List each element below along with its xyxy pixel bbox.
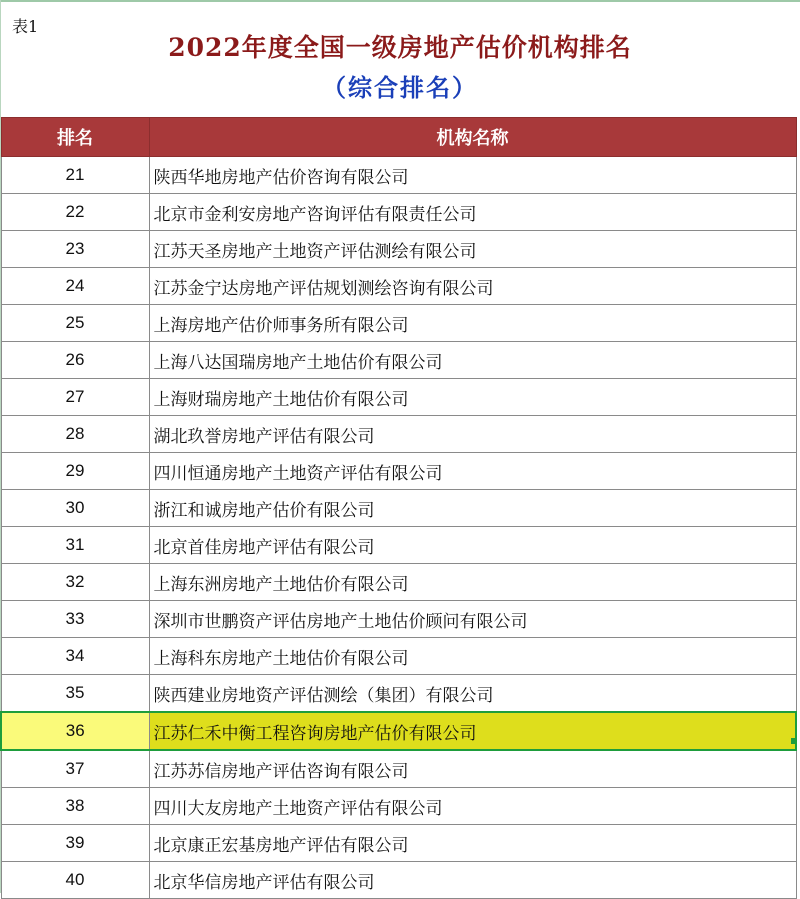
table-row [1, 788, 796, 825]
table-row [1, 305, 796, 342]
ranking-table [0, 117, 797, 899]
table-row [1, 750, 796, 788]
organization-name-cell[interactable]: 江苏仁禾中衡工程咨询房地产估价有限公司 [149, 712, 796, 750]
rank-cell[interactable]: 22 [1, 194, 149, 231]
table-row [1, 231, 796, 268]
organization-name-cell[interactable]: 北京康正宏基房地产评估有限公司 [149, 825, 796, 862]
rank-cell[interactable]: 36 [1, 712, 149, 750]
selection-fill-handle[interactable] [791, 738, 797, 744]
rank-cell[interactable]: 34 [1, 638, 149, 675]
table-row [1, 601, 796, 638]
table-row [1, 157, 796, 194]
header-block [0, 2, 800, 117]
organization-name-cell[interactable]: 北京市金利安房地产咨询评估有限责任公司 [149, 194, 796, 231]
organization-name-cell[interactable]: 上海八达国瑞房地产土地估价有限公司 [149, 342, 796, 379]
table-row [1, 825, 796, 862]
rank-cell[interactable]: 24 [1, 268, 149, 305]
table-label: 表1 [12, 17, 39, 36]
table-row [1, 490, 796, 527]
column-header-name[interactable]: 机构名称 [149, 118, 796, 157]
rank-cell[interactable]: 38 [1, 788, 149, 825]
rank-cell[interactable]: 23 [1, 231, 149, 268]
rank-cell[interactable]: 37 [1, 750, 149, 788]
organization-name-cell[interactable]: 四川大友房地产土地资产评估有限公司 [149, 788, 796, 825]
table-row [1, 527, 796, 564]
organization-name-cell[interactable]: 北京首佳房地产评估有限公司 [149, 527, 796, 564]
table-row [1, 416, 796, 453]
organization-name-cell[interactable]: 江苏天圣房地产土地资产评估测绘有限公司 [149, 231, 796, 268]
page-subtitle: （综合排名） [322, 73, 478, 102]
organization-name-cell[interactable]: 湖北玖誉房地产评估有限公司 [149, 416, 796, 453]
organization-name-cell[interactable]: 江苏苏信房地产评估咨询有限公司 [149, 750, 796, 788]
rank-cell[interactable]: 33 [1, 601, 149, 638]
organization-name-cell[interactable]: 浙江和诚房地产估价有限公司 [149, 490, 796, 527]
rank-cell[interactable]: 35 [1, 675, 149, 713]
organization-name-cell[interactable]: 陕西建业房地资产评估测绘（集团）有限公司 [149, 675, 796, 713]
rank-cell[interactable]: 26 [1, 342, 149, 379]
rank-cell[interactable]: 28 [1, 416, 149, 453]
column-header-rank[interactable]: 排名 [1, 118, 149, 157]
organization-name-cell[interactable]: 江苏金宁达房地产评估规划测绘咨询有限公司 [149, 268, 796, 305]
table-row [1, 379, 796, 416]
rank-cell[interactable]: 39 [1, 825, 149, 862]
table-row [1, 342, 796, 379]
table-row-selected [1, 712, 796, 750]
page-title: 2022年度全国一级房地产估价机构排名 [168, 33, 632, 62]
rank-cell[interactable]: 25 [1, 305, 149, 342]
rank-cell[interactable]: 21 [1, 157, 149, 194]
organization-name-cell[interactable]: 上海房地产估价师事务所有限公司 [149, 305, 796, 342]
table-row [1, 638, 796, 675]
rank-cell[interactable]: 29 [1, 453, 149, 490]
rank-cell[interactable]: 27 [1, 379, 149, 416]
rank-cell[interactable]: 40 [1, 862, 149, 899]
rank-cell[interactable]: 30 [1, 490, 149, 527]
table-row [1, 268, 796, 305]
table-header-row [1, 118, 796, 157]
organization-name-cell[interactable]: 四川恒通房地产土地资产评估有限公司 [149, 453, 796, 490]
rank-cell[interactable]: 32 [1, 564, 149, 601]
rank-cell[interactable]: 31 [1, 527, 149, 564]
table-row [1, 453, 796, 490]
table-row [1, 564, 796, 601]
organization-name-cell[interactable]: 陕西华地房地产估价咨询有限公司 [149, 157, 796, 194]
organization-name-cell[interactable]: 上海科东房地产土地估价有限公司 [149, 638, 796, 675]
organization-name-cell[interactable]: 北京华信房地产评估有限公司 [149, 862, 796, 899]
organization-name-cell[interactable]: 上海财瑞房地产土地估价有限公司 [149, 379, 796, 416]
table-row [1, 194, 796, 231]
organization-name-cell[interactable]: 上海东洲房地产土地估价有限公司 [149, 564, 796, 601]
table-row [1, 675, 796, 713]
organization-name-cell[interactable]: 深圳市世鹏资产评估房地产土地估价顾问有限公司 [149, 601, 796, 638]
